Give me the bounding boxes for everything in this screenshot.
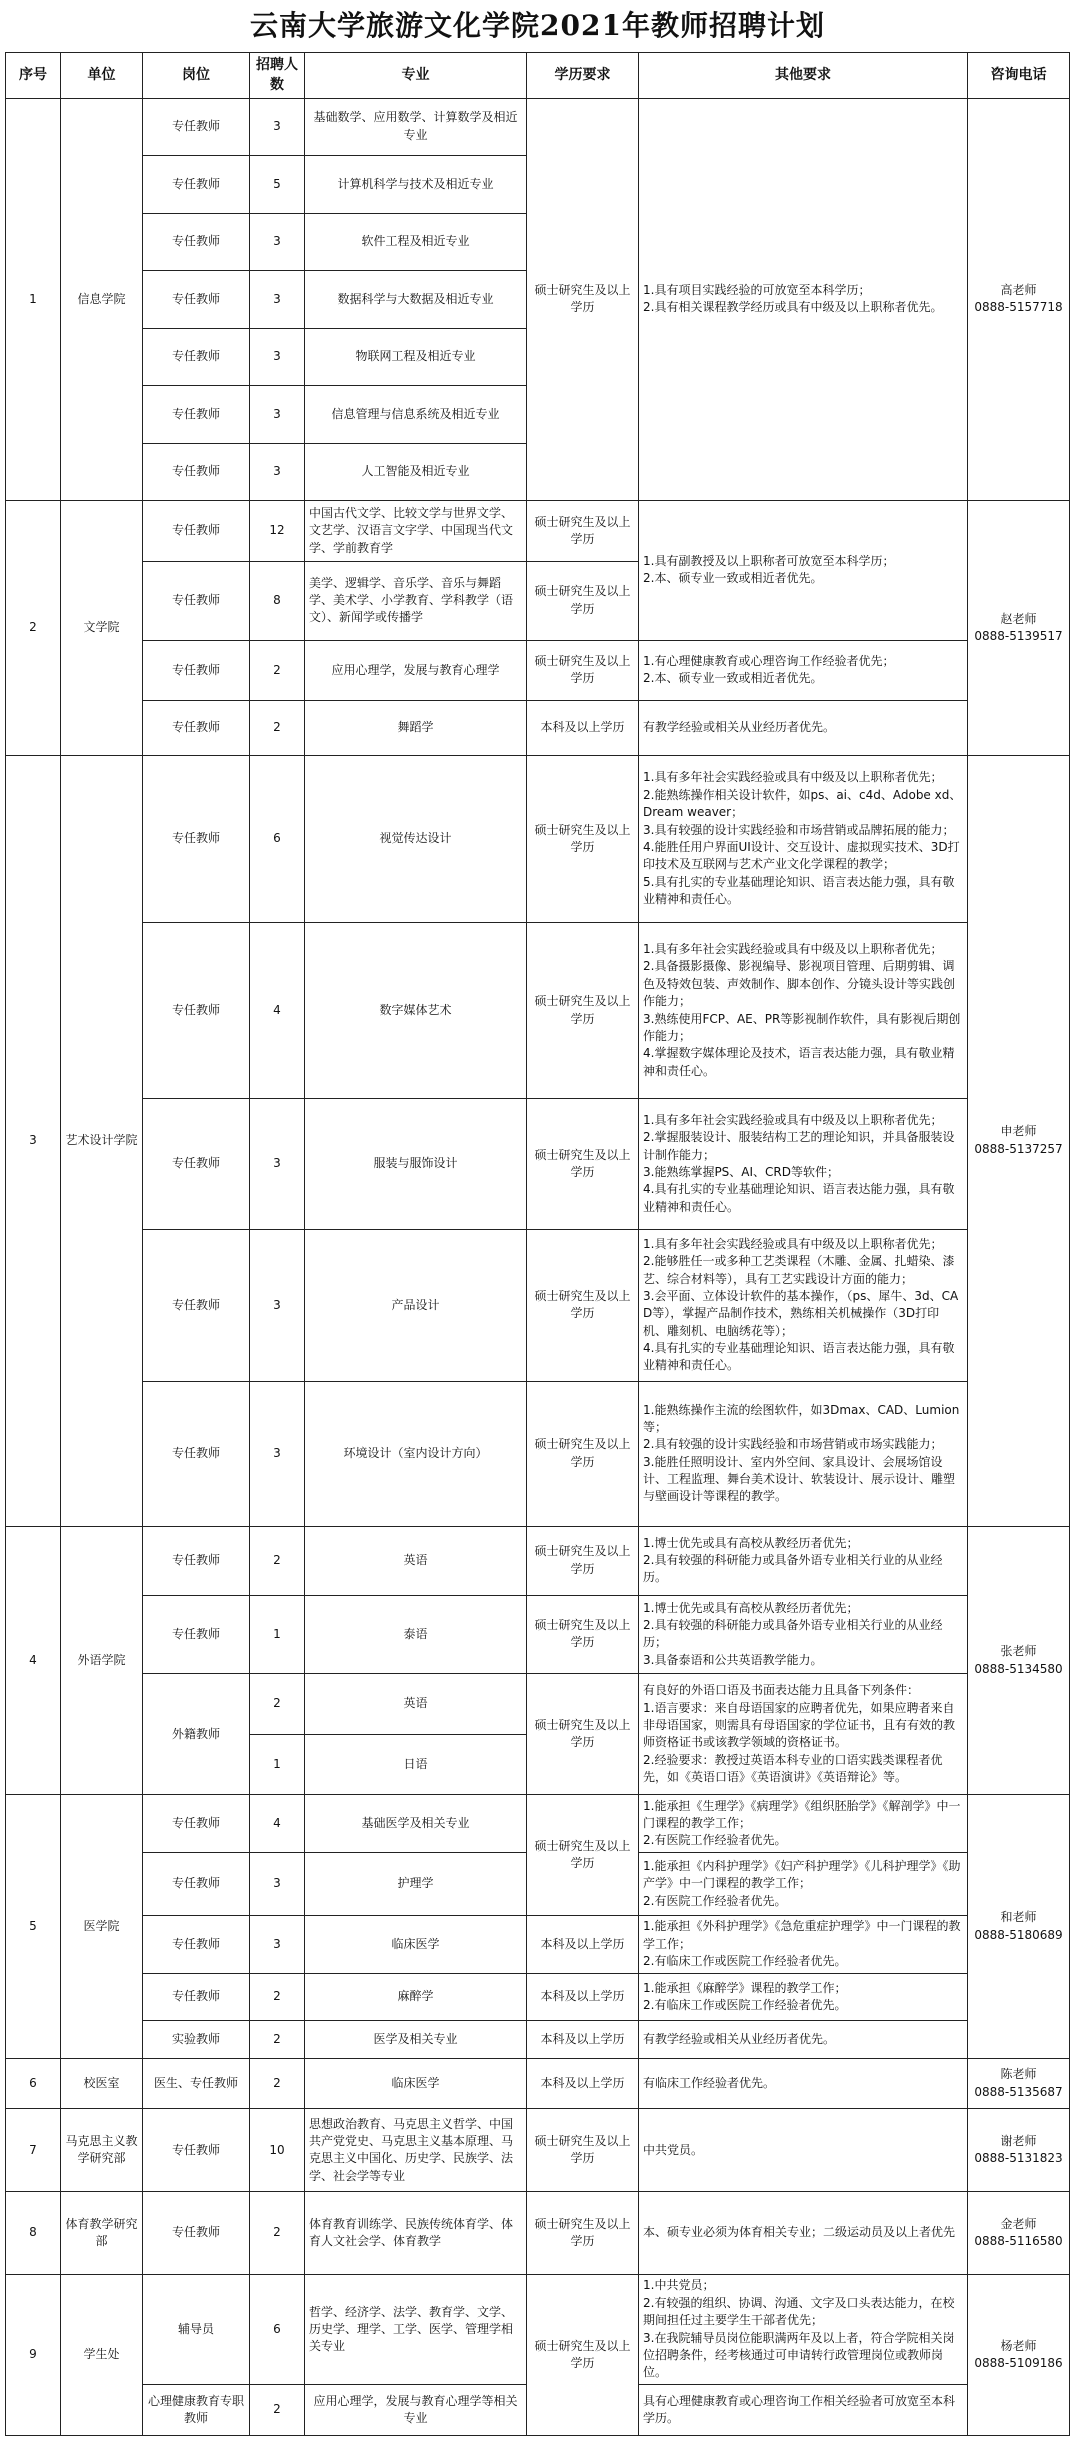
major-cell: 数据科学与大数据及相近专业 [305,271,527,329]
table-row [6,98,1070,156]
post-cell: 专任教师 [143,1974,250,2020]
other-requirements-cell: 1.能熟练操作主流的绘图软件，如3Dmax、CAD、Lumion等； 2.具有较强的设计实践经验和市场营销或市场实践能力； 3.能胜任照明设计、室内外空间、家具设计、会展场馆设计、工程监理、舞台美术设计、软装设计、展示设计、雕塑与壁画设计等课程的教学。 [639,1381,968,1526]
major-cell: 信息管理与信息系统及相近专业 [305,386,527,444]
table-row [6,1230,1070,1381]
count-cell: 3 [250,98,305,156]
table-row [6,1526,1070,1595]
section-no: 9 [6,2274,61,2435]
contact-cell: 金老师 0888-5116580 [968,2192,1070,2275]
count-cell: 5 [250,156,305,214]
major-cell: 临床医学 [305,1915,527,1974]
education-cell: 硕士研究生及以上学历 [527,1230,639,1381]
unit-name: 学生处 [61,2274,143,2435]
unit-name: 信息学院 [61,98,143,501]
post-cell: 专任教师 [143,271,250,329]
major-cell: 泰语 [305,1595,527,1674]
other-requirements-cell: 1.具有多年社会实践经验或具有中级及以上职称者优先； 2.掌握服装设计、服装结构工艺的理论知识，并具备服装设计制作能力； 3.能熟练掌握PS、AI、CRD等软件； 4.具有扎实的专业基础理论知识、语言表达能力强，具有敬业精神和责任心。 [639,1098,968,1229]
unit-name: 医学院 [61,1795,143,2059]
count-cell: 3 [250,1098,305,1229]
header-count: 招聘人数 [250,53,305,99]
section-no: 8 [6,2192,61,2275]
table-row [6,701,1070,756]
other-requirements-cell: 有临床工作经验者优先。 [639,2058,968,2108]
count-cell: 3 [250,386,305,444]
header-post: 岗位 [143,53,250,99]
unit-name: 外语学院 [61,1526,143,1795]
post-cell: 辅导员 [143,2274,250,2384]
section-no: 2 [6,501,61,755]
count-cell: 3 [250,213,305,271]
other-requirements-cell: 中共党员。 [639,2109,968,2192]
section-no: 1 [6,98,61,501]
contact-cell: 赵老师 0888-5139517 [968,501,1070,755]
education-cell: 本科及以上学历 [527,1974,639,2020]
post-cell: 专任教师 [143,1098,250,1229]
count-cell: 10 [250,2109,305,2192]
section-no: 6 [6,2058,61,2108]
unit-name: 体育教学研究部 [61,2192,143,2275]
education-cell: 硕士研究生及以上学历 [527,2274,639,2435]
post-cell: 外籍教师 [143,1674,250,1795]
document-title: 云南大学旅游文化学院2021年教师招聘计划 [250,9,825,42]
count-cell: 8 [250,561,305,640]
table-row [6,640,1070,701]
major-cell: 产品设计 [305,1230,527,1381]
other-requirements-cell: 1.能承担《内科护理学》《妇产科护理学》《儿科护理学》《助产学》中一门课程的教学工作； 2.有医院工作经验者优先。 [639,1853,968,1916]
major-cell: 日语 [305,1734,527,1795]
count-cell: 6 [250,2274,305,2384]
education-cell: 硕士研究生及以上学历 [527,561,639,640]
table-row [6,1595,1070,1674]
education-cell: 硕士研究生及以上学历 [527,1674,639,1795]
education-cell: 硕士研究生及以上学历 [527,2192,639,2275]
contact-cell: 谢老师 0888-5131823 [968,2109,1070,2192]
other-requirements-cell: 1.具有项目实践经验的可放宽至本科学历； 2.具有相关课程教学经历或具有中级及以上职称者优先。 [639,98,968,501]
post-cell: 专任教师 [143,156,250,214]
major-cell: 美学、逻辑学、音乐学、音乐与舞蹈学、美术学、小学教育、学科教学（语文）、新闻学或传播学 [305,561,527,640]
major-cell: 人工智能及相近专业 [305,443,527,501]
education-cell: 硕士研究生及以上学历 [527,755,639,923]
education-cell: 硕士研究生及以上学历 [527,1795,639,1915]
header-major: 专业 [305,53,527,99]
table-row [6,2274,1070,2384]
table-row [6,2109,1070,2192]
other-requirements-cell: 1.具有多年社会实践经验或具有中级及以上职称者优先； 2.能熟练操作相关设计软件，如ps、ai、c4d、Adobe xd、Dream weaver； 3.具有较强的设计实践经验和市场营销或品牌拓展的能力； 4.能胜任用户界面UI设计、交互设计、虚拟现实技术、3D打印技术及互联网与艺术产业文化学课程的教学； 5.具有扎实的专业基础理论知识、语言表达能力强，具有敬业精神和责任心。 [639,755,968,923]
post-cell: 专任教师 [143,1381,250,1526]
header-unit: 单位 [61,53,143,99]
table-row [6,1098,1070,1229]
major-cell: 服装与服饰设计 [305,1098,527,1229]
post-cell: 实验教师 [143,2020,250,2058]
education-cell: 硕士研究生及以上学历 [527,1526,639,1595]
education-cell: 硕士研究生及以上学历 [527,2109,639,2192]
post-cell: 专任教师 [143,2109,250,2192]
major-cell: 护理学 [305,1853,527,1916]
post-cell: 专任教师 [143,561,250,640]
post-cell: 专任教师 [143,386,250,444]
other-requirements-cell: 有教学经验或相关从业经历者优先。 [639,2020,968,2058]
post-cell: 专任教师 [143,443,250,501]
count-cell: 4 [250,923,305,1099]
table-row [6,755,1070,923]
table-row [6,923,1070,1099]
post-cell: 专任教师 [143,1595,250,1674]
unit-name: 艺术设计学院 [61,755,143,1526]
education-cell: 硕士研究生及以上学历 [527,1595,639,1674]
other-requirements-cell: 1.能承担《外科护理学》《急危重症护理学》中一门课程的教学工作； 2.有临床工作或医院工作经验者优先。 [639,1915,968,1974]
header-education: 学历要求 [527,53,639,99]
post-cell: 专任教师 [143,755,250,923]
count-cell: 2 [250,2058,305,2108]
count-cell: 2 [250,2385,305,2436]
post-cell: 专任教师 [143,640,250,701]
table-row [6,1795,1070,1853]
count-cell: 3 [250,271,305,329]
unit-name: 文学院 [61,501,143,755]
other-requirements-cell: 1.具有多年社会实践经验或具有中级及以上职称者优先； 2.具备摄影摄像、影视编导、影视项目管理、后期剪辑、调色及特效包装、声效制作、脚本创作、分镜头设计等实践创作能力； 3.熟练使用FCP、AE、PR等影视制作软件，具有影视后期创作能力； 4.掌握数字媒体理论及技术，语言表达能力强，具有敬业精神和责任心。 [639,923,968,1099]
count-cell: 3 [250,328,305,386]
count-cell: 1 [250,1734,305,1795]
contact-cell: 张老师 0888-5134580 [968,1526,1070,1795]
other-requirements-cell: 1.有心理健康教育或心理咨询工作经验者优先； 2.本、硕专业一致或相近者优先。 [639,640,968,701]
major-cell: 数字媒体艺术 [305,923,527,1099]
unit-name: 校医室 [61,2058,143,2108]
post-cell: 医生、专任教师 [143,2058,250,2108]
header-no: 序号 [6,53,61,99]
major-cell: 应用心理学，发展与教育心理学 [305,640,527,701]
table-row [6,2058,1070,2108]
count-cell: 2 [250,1674,305,1735]
contact-cell: 杨老师 0888-5109186 [968,2274,1070,2435]
other-requirements-cell: 具有心理健康教育或心理咨询工作相关经验者可放宽至本科学历。 [639,2385,968,2436]
count-cell: 3 [250,443,305,501]
count-cell: 2 [250,1974,305,2020]
education-cell: 硕士研究生及以上学历 [527,1098,639,1229]
table-row [6,1674,1070,1735]
major-cell: 物联网工程及相近专业 [305,328,527,386]
recruitment-table [5,52,1070,2436]
header-other: 其他要求 [639,53,968,99]
major-cell: 麻醉学 [305,1974,527,2020]
other-requirements-cell: 1.具有多年社会实践经验或具有中级及以上职称者优先； 2.能够胜任一或多种工艺类课程（木雕、金属、扎蜡染、漆艺、综合材料等），具有工艺实践设计方面的能力； 3.会平面、立体设计软件的基本操作，（ps、犀牛、3d、CAD等），掌握产品制作技术，熟练相关机械操作（3D打印机、雕刻机、电脑绣花等）； 4.具有扎实的专业基础理论知识、语言表达能力强，具有敬业精神和责任心。 [639,1230,968,1381]
post-cell: 心理健康教育专职教师 [143,2385,250,2436]
education-cell: 本科及以上学历 [527,2058,639,2108]
post-cell: 专任教师 [143,98,250,156]
contact-cell: 高老师 0888-5157718 [968,98,1070,501]
count-cell: 2 [250,2020,305,2058]
post-cell: 专任教师 [143,1915,250,1974]
education-cell: 硕士研究生及以上学历 [527,640,639,701]
other-requirements-cell: 1.具有副教授及以上职称者可放宽至本科学历； 2.本、硕专业一致或相近者优先。 [639,501,968,640]
major-cell: 英语 [305,1526,527,1595]
count-cell: 3 [250,1381,305,1526]
major-cell: 计算机科学与技术及相近专业 [305,156,527,214]
major-cell: 环境设计（室内设计方向） [305,1381,527,1526]
post-cell: 专任教师 [143,923,250,1099]
education-cell: 本科及以上学历 [527,2020,639,2058]
other-requirements-cell: 1.能承担《麻醉学》课程的教学工作； 2.有临床工作或医院工作经验者优先。 [639,1974,968,2020]
section-no: 5 [6,1795,61,2059]
major-cell: 英语 [305,1674,527,1735]
post-cell: 专任教师 [143,501,250,562]
major-cell: 视觉传达设计 [305,755,527,923]
major-cell: 哲学、经济学、法学、教育学、文学、历史学、理学、工学、医学、管理学相关专业 [305,2274,527,2384]
education-cell: 本科及以上学历 [527,1915,639,1974]
education-cell: 硕士研究生及以上学历 [527,501,639,562]
major-cell: 体育教育训练学、民族传统体育学、体育人文社会学、体育教学 [305,2192,527,2275]
other-requirements-cell: 1.博士优先或具有高校从教经历者优先； 2.具有较强的科研能力或具备外语专业相关行业的从业经历； 3.具备泰语和公共英语教学能力。 [639,1595,968,1674]
table-row [6,1915,1070,1974]
contact-cell: 申老师 0888-5137257 [968,755,1070,1526]
count-cell: 6 [250,755,305,923]
education-cell: 硕士研究生及以上学历 [527,1381,639,1526]
section-no: 4 [6,1526,61,1795]
other-requirements-cell: 有良好的外语口语及书面表达能力且具备下列条件： 1.语言要求：来自母语国家的应聘者优先，如果应聘者来自非母语国家，则需具有母语国家的学位证书，且有有效的教师资格证书或该教学领域的资格证书。 2.经验要求：教授过英语本科专业的口语实践类课程者优先，如《英语口语》《英语演讲》《英语辩论》等。 [639,1674,968,1795]
education-cell: 硕士研究生及以上学历 [527,98,639,501]
contact-cell: 和老师 0888-5180689 [968,1795,1070,2059]
post-cell: 专任教师 [143,1526,250,1595]
count-cell: 1 [250,1595,305,1674]
major-cell: 软件工程及相近专业 [305,213,527,271]
table-row [6,2020,1070,2058]
major-cell: 基础医学及相关专业 [305,1795,527,1853]
header-row [6,53,1070,99]
count-cell: 4 [250,1795,305,1853]
table-row [6,2192,1070,2275]
contact-cell: 陈老师 0888-5135687 [968,2058,1070,2108]
count-cell: 3 [250,1230,305,1381]
major-cell: 医学及相关专业 [305,2020,527,2058]
post-cell: 专任教师 [143,1230,250,1381]
other-requirements-cell: 本、硕专业必须为体育相关专业；二级运动员及以上者优先 [639,2192,968,2275]
major-cell: 基础数学、应用数学、计算数学及相近专业 [305,98,527,156]
count-cell: 2 [250,701,305,756]
major-cell: 应用心理学，发展与教育心理学等相关专业 [305,2385,527,2436]
major-cell: 中国古代文学、比较文学与世界文学、文艺学、汉语言文字学、中国现当代文学、学前教育学 [305,501,527,562]
count-cell: 2 [250,640,305,701]
count-cell: 2 [250,2192,305,2275]
post-cell: 专任教师 [143,1853,250,1916]
count-cell: 3 [250,1853,305,1916]
post-cell: 专任教师 [143,1795,250,1853]
post-cell: 专任教师 [143,213,250,271]
count-cell: 3 [250,1915,305,1974]
education-cell: 硕士研究生及以上学历 [527,923,639,1099]
section-no: 3 [6,755,61,1526]
major-cell: 临床医学 [305,2058,527,2108]
header-contact: 咨询电话 [968,53,1070,99]
post-cell: 专任教师 [143,328,250,386]
unit-name: 马克思主义教学研究部 [61,2109,143,2192]
post-cell: 专任教师 [143,2192,250,2275]
table-row [6,1381,1070,1526]
other-requirements-cell: 1.能承担《生理学》《病理学》《组织胚胎学》《解剖学》中一门课程的教学工作； 2.有医院工作经验者优先。 [639,1795,968,1853]
major-cell: 舞蹈学 [305,701,527,756]
other-requirements-cell: 1.中共党员； 2.有较强的组织、协调、沟通、文字及口头表达能力，在校期间担任过主要学生干部者优先； 3.在我院辅导员岗位能职满两年及以上者，符合学院相关岗位招聘条件，经考核通过可申请转行政管理岗位或教师岗位。 [639,2274,968,2384]
count-cell: 2 [250,1526,305,1595]
other-requirements-cell: 1.博士优先或具有高校从教经历者优先； 2.具有较强的科研能力或具备外语专业相关行业的从业经历。 [639,1526,968,1595]
post-cell: 专任教师 [143,701,250,756]
count-cell: 12 [250,501,305,562]
other-requirements-cell: 有教学经验或相关从业经历者优先。 [639,701,968,756]
major-cell: 思想政治教育、马克思主义哲学、中国共产党党史、马克思主义基本原理、马克思主义中国化、历史学、民族学、法学、社会学等专业 [305,2109,527,2192]
table-row [6,1974,1070,2020]
education-cell: 本科及以上学历 [527,701,639,756]
table-row [6,501,1070,562]
section-no: 7 [6,2109,61,2192]
